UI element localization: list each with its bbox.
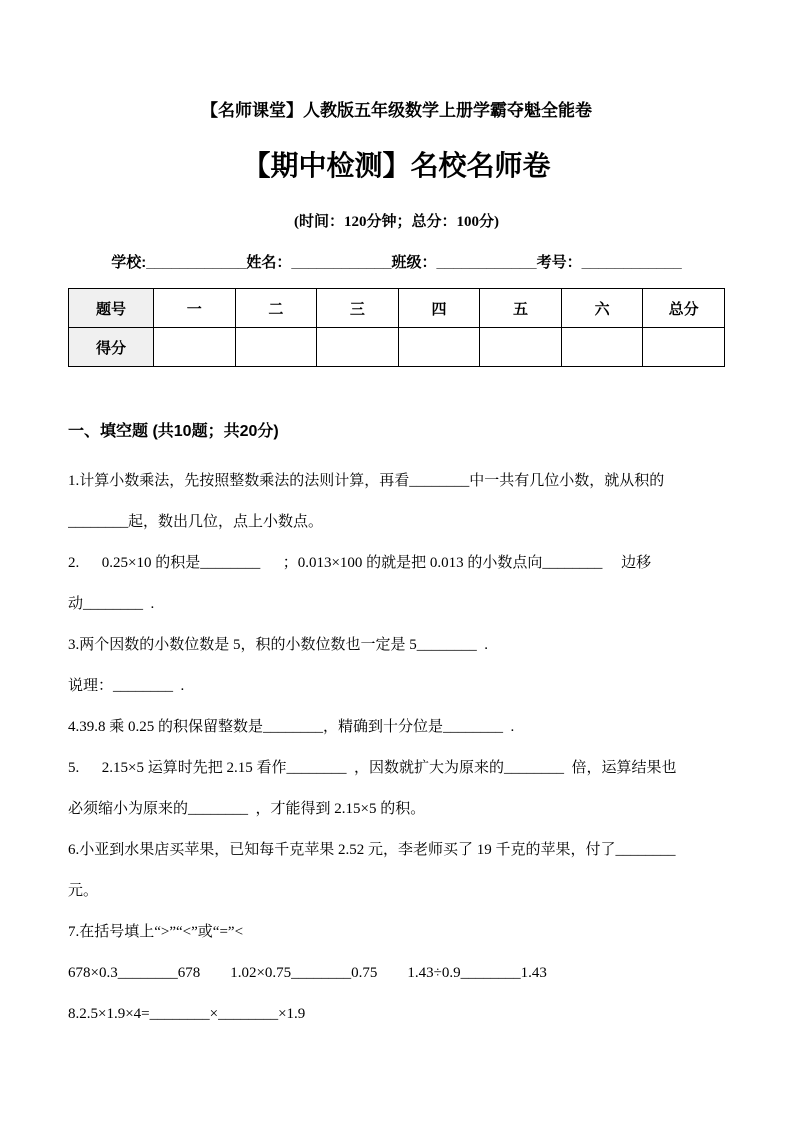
paper-series-title: 【名师课堂】人教版五年级数学上册学霸夺魁全能卷 xyxy=(201,101,592,120)
score-table-score-row xyxy=(69,328,725,367)
question-line: 6.小亚到水果店买苹果，已知每千克苹果 2.52 元，李老师买了 19 千克的苹果，付了________ xyxy=(68,842,676,858)
question-1 xyxy=(68,461,725,543)
question-line: ________起，数出几位，点上小数点。 xyxy=(68,514,324,530)
question-line: 3.两个因数的小数位数是 5，积的小数位数也一定是 5________ . xyxy=(68,637,489,653)
empty-score-cell xyxy=(398,328,480,367)
empty-score-cell xyxy=(561,328,643,367)
question-line: 必须缩小为原来的________ ，才能得到 2.15×5 的积。 xyxy=(68,801,426,817)
time-score-note: (时间：120分钟；总分：100分) xyxy=(294,214,499,230)
score-table xyxy=(68,288,725,367)
question-line: 7.在括号填上“>”“<”或“=”< xyxy=(68,924,244,940)
score-label-cell: 得分 xyxy=(69,328,154,367)
table-header-cell: 四 xyxy=(398,289,480,328)
question-line: 4.39.8 乘 0.25 的积保留整数是________，精确到十分位是________ . xyxy=(68,719,515,735)
table-header-cell: 六 xyxy=(561,289,643,328)
question-line: 8.2.5×1.9×4=________×________×1.9 xyxy=(68,1006,306,1022)
question-line: 元。 xyxy=(68,883,99,899)
question-3 xyxy=(68,625,725,707)
table-header-cell: 二 xyxy=(235,289,317,328)
question-line: 说理：________ . xyxy=(68,678,185,694)
empty-score-cell xyxy=(480,328,562,367)
fill-in-blanks-section xyxy=(68,461,725,1035)
table-header-cell: 三 xyxy=(317,289,399,328)
section-heading-fill-in-blanks: 一、填空题 (共10题；共20分) xyxy=(68,423,279,440)
question-4 xyxy=(68,707,725,748)
empty-score-cell xyxy=(235,328,317,367)
question-5 xyxy=(68,748,725,830)
question-line: 5. 2.15×5 运算时先把 2.15 看作________ ，因数就扩大为原来的________ 倍，运算结果也 xyxy=(68,760,677,776)
table-header-cell: 总分 xyxy=(643,289,725,328)
question-line: 1.计算小数乘法，先按照整数乘法的法则计算，再看________中一共有几位小数，就从积的 xyxy=(68,473,665,489)
empty-score-cell xyxy=(154,328,236,367)
table-header-cell: 五 xyxy=(480,289,562,328)
question-number-label-cell: 题号 xyxy=(69,289,154,328)
question-7 xyxy=(68,912,725,994)
question-line: 动________ . xyxy=(68,596,155,612)
question-2 xyxy=(68,543,725,625)
table-header-cell: 一 xyxy=(154,289,236,328)
question-line: 678×0.3________678 1.02×0.75________0.75 1.43÷0.9________1.43 xyxy=(68,965,547,981)
student-info-line: 学校:____________姓名：____________班级：____________考号：____________ xyxy=(111,254,682,271)
question-8 xyxy=(68,994,725,1035)
question-line: 2. 0.25×10 的积是________ ；0.013×100 的就是把 0.013 的小数点向________ 边移 xyxy=(68,555,652,571)
question-6 xyxy=(68,830,725,912)
empty-score-cell xyxy=(643,328,725,367)
score-table-header-row xyxy=(69,289,725,328)
empty-score-cell xyxy=(317,328,399,367)
paper-main-title: 【期中检测】名校名师卷 xyxy=(242,150,551,181)
